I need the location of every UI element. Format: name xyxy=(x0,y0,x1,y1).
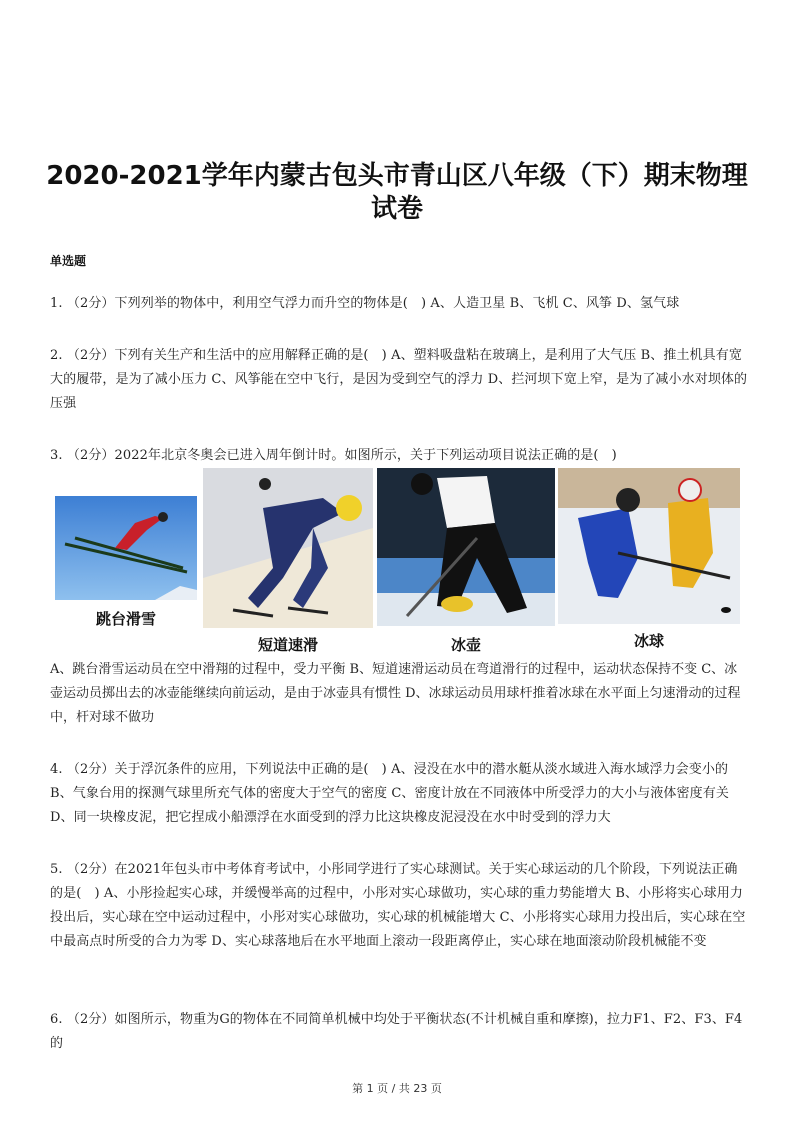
page-footer: 第 1 页 / 共 23 页 xyxy=(352,1082,442,1095)
page-title: 2020-2021学年内蒙古包头市青山区八年级（下）期末物理试卷 xyxy=(46,161,748,224)
question-text: （2分）关于浮沉条件的应用，下列说法中正确的是( ) A、浸没在水中的潜水艇从淡水域进入海水域浮力会变小的 B、气象台用的探测气球里所充气体的密度大于空气的密度 C、密度计放在不同液体中所受浮力的大小与液体密度有关 D、同一块橡皮泥，把它捏成小船漂浮在水面受到的浮力比这块橡皮泥浸没在水中时受到的浮力大 xyxy=(50,762,729,825)
question-number: 6. xyxy=(50,1012,63,1027)
section-heading: 单选题 xyxy=(50,254,87,268)
question-5 xyxy=(50,858,750,954)
question-2 xyxy=(50,344,750,416)
question-4 xyxy=(50,758,750,830)
question-6 xyxy=(50,1008,750,1056)
question-text: （2分）在2021年包头市中考体育考试中，小彤同学进行了实心球测试。关于实心球运动的几个阶段，下列说法正确的是( ) A、小彤捡起实心球，并缓慢举高的过程中，小彤对实心球做功，实心球的重力势能增大 B、小彤将实心球用力投出后，实心球在空中运动过程中，小彤对实心球做功，实心球的机械能增大 C、小彤将实心球用力投出后，实心球在空中最高点时所受的合力为零 D、实心球落地后在水平地面上滚动一段距离停止，实心球在地面滚动阶段机械能不变 xyxy=(50,862,746,949)
sport-caption: 短道速滑 xyxy=(257,636,318,654)
question-3 xyxy=(50,444,750,468)
sports-figure xyxy=(50,468,750,654)
sport-caption: 跳台滑雪 xyxy=(95,610,156,628)
question-number: 1. xyxy=(50,296,63,311)
question-1 xyxy=(50,292,750,316)
sport-speed-skating xyxy=(203,468,373,654)
speed-skating-photo xyxy=(203,468,373,628)
question-text: （2分）下列列举的物体中，利用空气浮力而升空的物体是( ) A、人造卫星 B、飞机 C、风筝 D、氢气球 xyxy=(66,296,680,311)
question-text: （2分）如图所示，物重为G的物体在不同简单机械中均处于平衡状态(不计机械自重和摩擦)，拉力F1、F2、F3、F4的 xyxy=(50,1012,743,1051)
question-number: 5. xyxy=(50,862,63,877)
curling-photo xyxy=(377,468,555,626)
sport-caption: 冰球 xyxy=(633,632,664,650)
question-3-options: A、跳台滑雪运动员在空中滑翔的过程中，受力平衡 B、短道速滑运动员在弯道滑行的过程中，运动状态保持不变 C、冰壶运动员掷出去的冰壶能继续向前运动，是由于冰壶具有惯性 D、冰球运动员用球杆推着冰球在水平面上匀速滑动的过程中，杆对球不做功 xyxy=(50,662,741,725)
ski-jump-photo xyxy=(55,468,197,600)
sport-curling xyxy=(377,468,555,654)
sport-ice-hockey xyxy=(558,468,740,650)
question-text: （2分）2022年北京冬奥会已进入周年倒计时。如图所示，关于下列运动项目说法正确的是( ) xyxy=(66,448,617,463)
question-text: （2分）下列有关生产和生活中的应用解释正确的是( ) A、塑料吸盘粘在玻璃上，是利用了大气压 B、推土机具有宽大的履带，是为了减小压力 C、风筝能在空中飞行，是因为受到空气的浮力 D、拦河坝下宽上窄，是为了减小水对坝体的压强 xyxy=(50,348,748,411)
question-number: 4. xyxy=(50,762,63,777)
question-number: 3. xyxy=(50,448,63,463)
question-number: 2. xyxy=(50,348,63,363)
sport-caption: 冰壶 xyxy=(450,636,481,654)
ice-hockey-photo xyxy=(558,468,740,624)
sport-ski-jump xyxy=(55,468,197,628)
